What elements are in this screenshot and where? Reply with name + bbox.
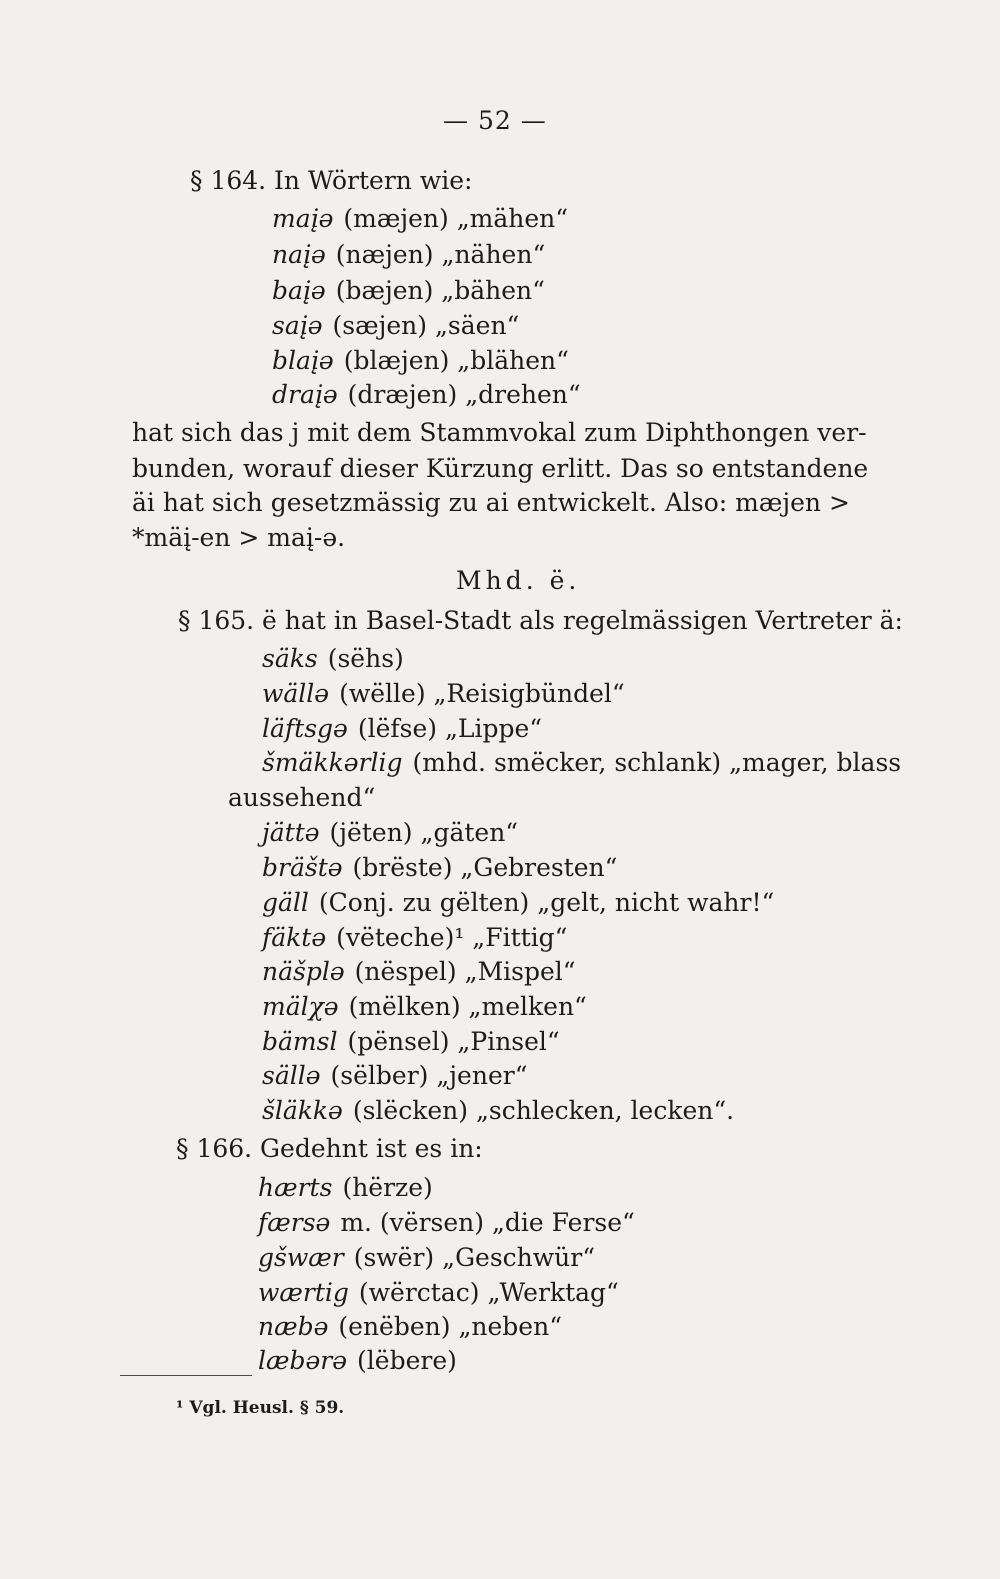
gloss: (sëlber) „jener“ (330, 1061, 528, 1090)
body-line: aussehend“ (228, 783, 376, 812)
body-line: äi hat sich gesetzmässig zu ai entwickelt. Also: mæjen > (132, 488, 850, 517)
gloss: (brëste) „Gebresten“ (352, 853, 618, 882)
gloss: (blæjen) „blähen“ (343, 346, 569, 375)
entry-row (258, 1245, 595, 1270)
dialect-word: saįə (272, 311, 323, 340)
entry-row (262, 890, 774, 915)
entry-row (262, 959, 576, 984)
gloss: (enëben) „neben“ (338, 1312, 562, 1341)
entry-row (262, 820, 518, 845)
section-heading: Mhd. ë. (456, 566, 581, 595)
body-line: bunden, worauf dieser Kürzung erlitt. Das so entstandene (132, 454, 869, 483)
dialect-word: šmäkkərlig (262, 748, 403, 777)
footnote-rule (120, 1375, 252, 1376)
gloss: (mæjen) „mähen“ (343, 204, 569, 233)
gloss: (mëlken) „melken“ (348, 992, 587, 1021)
dialect-word: näšplə (262, 957, 345, 986)
gloss: (swër) „Geschwür“ (353, 1243, 595, 1272)
gloss: (mhd. smëcker, schlank) „mager, blass (412, 748, 902, 777)
gloss: (pënsel) „Pinsel“ (347, 1027, 560, 1056)
gloss: (lëbere) (357, 1346, 457, 1375)
gloss: (Conj. zu gëlten) „gelt, nicht wahr!“ (318, 888, 775, 917)
entry-row (272, 206, 568, 231)
gloss: (næjen) „nähen“ (335, 240, 546, 269)
dialect-word: gäll (262, 888, 309, 917)
gloss: (wëlle) „Reisigbündel“ (339, 679, 625, 708)
dialect-word: fäktə (262, 923, 327, 952)
entry-row (262, 750, 901, 775)
gloss: (wërctac) „Werktag“ (358, 1278, 619, 1307)
entry-row (262, 855, 617, 880)
entry-row (262, 681, 625, 706)
entry-row (258, 1314, 562, 1339)
dialect-word: wällə (262, 679, 330, 708)
entry-row (272, 278, 545, 303)
page-number: — 52 — (443, 106, 547, 135)
gloss: (slëcken) „schlecken, lecken“. (352, 1096, 735, 1125)
entry-row (262, 994, 587, 1019)
gloss: (jëten) „gäten“ (329, 818, 519, 847)
dialect-word: bämsl (262, 1027, 338, 1056)
entry-row (262, 1098, 734, 1123)
dialect-word: baįə (272, 276, 326, 305)
section-166-intro: § 166. Gedehnt ist es in: (176, 1134, 483, 1163)
section-164-intro: § 164. In Wörtern wie: (190, 166, 473, 195)
dialect-word: läftsgə (262, 714, 348, 743)
dialect-word: maįə (272, 204, 334, 233)
dialect-word: færsə (258, 1208, 331, 1237)
gloss: (vëteche)¹ „Fittig“ (336, 923, 568, 952)
dialect-word: jättə (262, 818, 320, 847)
dialect-word: gšwær (258, 1243, 344, 1272)
gloss: (dræjen) „drehen“ (347, 380, 581, 409)
dialect-word: mälχə (262, 992, 339, 1021)
gloss: (bæjen) „bähen“ (335, 276, 545, 305)
dialect-word: blaįə (272, 346, 334, 375)
dialect-word: šläkkə (262, 1096, 343, 1125)
gloss: (lëfse) „Lippe“ (357, 714, 543, 743)
footnote: ¹ Vgl. Heusl. § 59. (176, 1398, 345, 1418)
entry-row (272, 313, 519, 338)
dialect-word: sällə (262, 1061, 321, 1090)
dialect-word: næbə (258, 1312, 329, 1341)
entry-row (272, 242, 545, 267)
entry-row (262, 1029, 560, 1054)
entry-row (258, 1175, 433, 1200)
entry-row (262, 925, 567, 950)
dialect-word: wærtig (258, 1278, 349, 1307)
entry-row (258, 1348, 457, 1373)
gloss: (hërze) (342, 1173, 433, 1202)
section-165-intro: § 165. ë hat in Basel-Stadt als regelmässigen Vertreter ä: (178, 606, 903, 635)
gloss: (nëspel) „Mispel“ (354, 957, 576, 986)
entry-row (262, 646, 404, 671)
gloss: (sæjen) „säen“ (332, 311, 520, 340)
gloss: m. (vërsen) „die Ferse“ (340, 1208, 635, 1237)
dialect-word: læbərə (258, 1346, 348, 1375)
entry-row (262, 1063, 527, 1088)
entry-row (262, 716, 542, 741)
dialect-word: naįə (272, 240, 326, 269)
entry-row (272, 382, 581, 407)
dialect-word: bräštə (262, 853, 343, 882)
entry-row (258, 1280, 619, 1305)
entry-row (258, 1210, 635, 1235)
dialect-word: hærts (258, 1173, 333, 1202)
body-line: hat sich das j mit dem Stammvokal zum Diphthongen ver- (132, 418, 867, 447)
gloss: (sëhs) (327, 644, 404, 673)
dialect-word: draįə (272, 380, 338, 409)
entry-row (272, 348, 569, 373)
body-line: *mäį-en > maį-ə. (132, 523, 346, 552)
dialect-word: säks (262, 644, 318, 673)
